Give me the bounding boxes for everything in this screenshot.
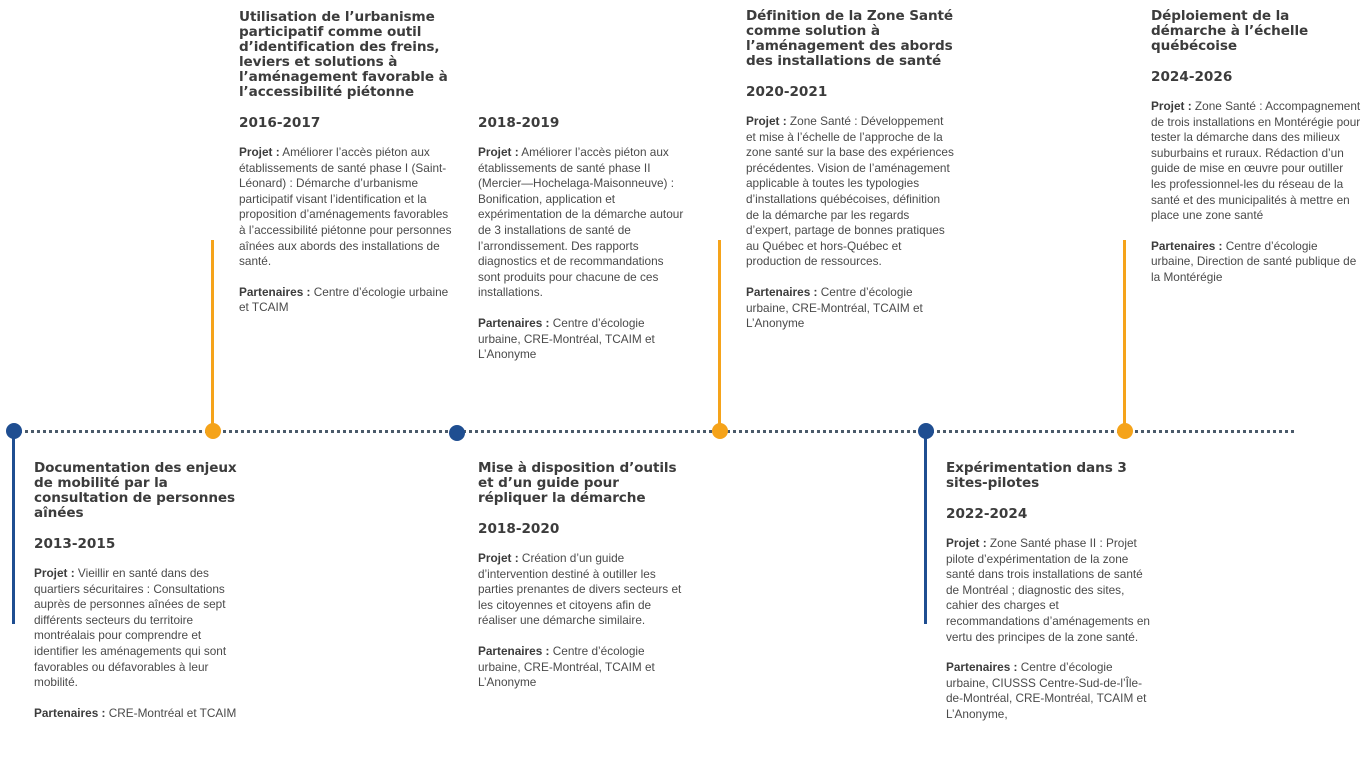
milestone-card-2022 — [946, 461, 1152, 723]
milestone-title: Expérimentation dans 3 sites-pilotes — [946, 460, 1127, 491]
milestone-partenaires: Partenaires : Centre d’écologie urbaine, CRE-Montréal, TCAIM et L’Anonyme — [478, 315, 655, 362]
milestone-title: Documentation des enjeux de mobilité par la consultation de personnes aînées — [34, 460, 237, 521]
milestone-projet: Projet : Zone Santé phase II : Projet pilote d’expérimentation de la zone santé dans trois installations de santé de Montréal ; diagnostic des sites, cahier des charges et recommandations d’aménagements en vertu des principes de la zone santé. — [946, 536, 1150, 644]
milestone-title: Définition de la Zone Santé comme solution à l’aménagement des abords des installations de santé — [746, 8, 954, 69]
milestone-card-2020 — [746, 9, 956, 332]
milestone-card-2018-2019 — [478, 116, 688, 363]
milestone-card-2024 — [1151, 9, 1361, 286]
milestone-title: Déploiement de la démarche à l’échelle québécoise — [1151, 8, 1309, 54]
milestone-card-2018-2020 — [478, 461, 690, 691]
milestone-projet: Projet : Améliorer l’accès piéton aux établissements de santé phase II (Mercier—Hochelaga-Maisonneuve) : Bonification, application et expérimentation de la démarche autour de 3 installations de santé de l’arrondissement. Des rapports diagnostics et de recommandations sont produits pour chacune de ces installations. — [478, 145, 684, 300]
milestone-years: 2024-2026 — [1151, 69, 1233, 85]
milestone-partenaires: Partenaires : Centre d’écologie urbaine, CIUSSS Centre-Sud-de-l’Île-de-Montréal, CRE-Montréal, TCAIM et L’Anonyme, — [946, 660, 1147, 721]
stem-2022 — [924, 436, 927, 624]
stem-2016 — [211, 240, 214, 426]
milestone-years: 2018-2019 — [478, 115, 560, 131]
milestone-partenaires: Partenaires : CRE-Montréal et TCAIM — [34, 705, 237, 720]
milestone-years: 2013-2015 — [34, 536, 116, 552]
milestone-years: 2022-2024 — [946, 506, 1028, 522]
stem-2020 — [718, 240, 721, 426]
milestone-partenaires: Partenaires : Centre d’écologie urbaine, CRE-Montréal, TCAIM et L’Anonyme — [746, 284, 923, 331]
milestone-years: 2016-2017 — [239, 115, 321, 131]
stem-2024 — [1123, 240, 1126, 426]
milestone-partenaires: Partenaires : Centre d’écologie urbaine, Direction de santé publique de la Montérégie — [1151, 238, 1357, 284]
milestone-title: Utilisation de l’urbanisme participatif comme outil d’identification des freins, leviers et solutions à l’aménagement favorable à l’accessibilité piétonne — [239, 9, 448, 100]
milestone-projet: Projet : Zone Santé : Développement et mise à l’échelle de l’approche de la zone santé sur la base des expériences précédentes. Vision de l’aménagement applicable à toutes les typologies d’installations québécoises, définition de la démarche par les regards d’expert, partage de bonnes pratiques au Québec et hors-Québec et production de ressources. — [746, 114, 954, 269]
milestone-years: 2018-2020 — [478, 521, 560, 537]
milestone-card-2016 — [239, 10, 452, 316]
milestone-projet: Projet : Améliorer l’accès piéton aux établissements de santé phase I (Saint-Léonard) : Démarche d’urbanisme participatif visant l’identification et la proposition d’aménagements favorables à l’accessibilité piétonne pour personnes aînées aux abords des installations de santé. — [239, 145, 452, 269]
milestone-partenaires: Partenaires : Centre d’écologie urbaine et TCAIM — [239, 284, 449, 315]
milestone-partenaires: Partenaires : Centre d’écologie urbaine, CRE-Montréal, TCAIM et L’Anonyme — [478, 643, 655, 690]
milestone-projet: Projet : Zone Santé : Accompagnement de trois installations en Montérégie pour tester la démarche dans des milieux suburbains et ruraux. Rédaction d’un guide de mise en œuvre pour outiller les professionnel-les du réseau de la santé et des municipalités à mettre en place une zone santé — [1151, 99, 1361, 223]
milestone-card-2013 — [34, 461, 246, 721]
milestone-years: 2020-2021 — [746, 84, 828, 100]
milestone-dot-2018 — [449, 425, 465, 441]
milestone-title: Mise à disposition d’outils et d’un guide pour répliquer la démarche — [478, 460, 677, 506]
milestone-projet: Projet : Vieillir en santé dans des quartiers sécuritaires : Consultations auprès de personnes aînées de sept différents secteurs du territoire montréalais pour comprendre et identifier les aménagements qui sont favorables ou défavorables à leur mobilité. — [34, 566, 227, 690]
stem-2013 — [12, 436, 15, 624]
milestone-projet: Projet : Création d’un guide d’intervention destiné à outiller les parties prenantes de divers secteurs et les citoyennes et citoyens afin de réaliser une démarche similaire. — [478, 551, 682, 628]
